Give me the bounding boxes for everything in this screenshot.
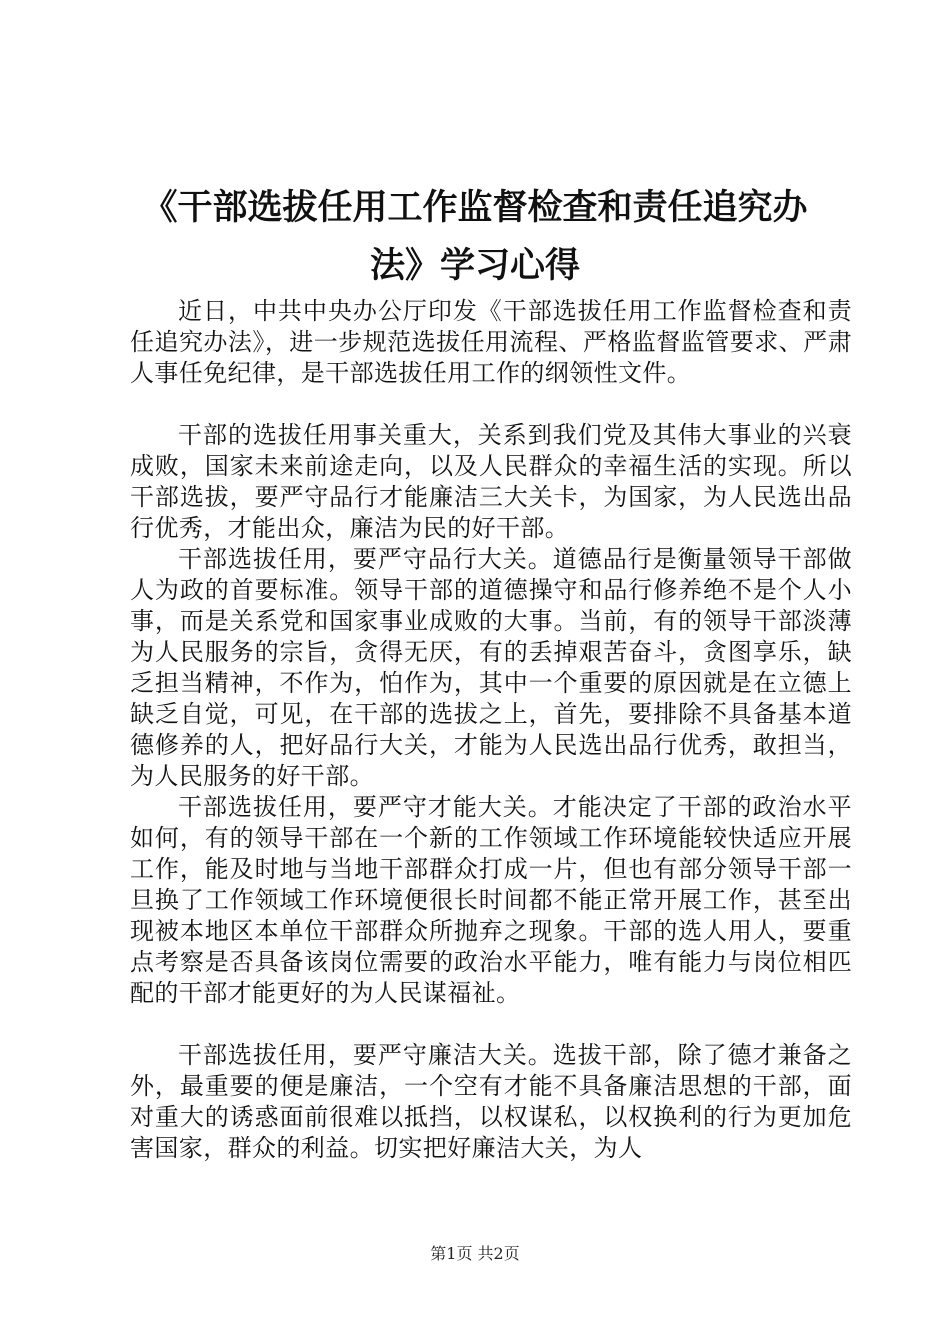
document-body [130, 296, 852, 1164]
paragraph-importance: 干部的选拔任用事关重大，关系到我们党及其伟大事业的兴衰成败，国家未来前途走向，以及人民群众的幸福生活的实现。所以干部选拔，要严守品行才能廉洁三大关卡，为国家，为人民选出品行优秀，才能出众，廉洁为民的好干部。 [130, 421, 852, 542]
paragraph-integrity: 干部选拔任用，要严守廉洁大关。选拔干部，除了德才兼备之外，最重要的便是廉洁，一个空有才能不具备廉洁思想的干部，面对重大的诱惑面前很难以抵挡，以权谋私，以权换利的行为更加危害国家，群众的利益。切实把好廉洁大关，为人 [130, 1041, 852, 1162]
paragraph-intro: 近日，中共中央办公厅印发《干部选拔任用工作监督检查和责任追究办法》，进一步规范选拔任用流程、严格监督监管要求、严肃人事任免纪律，是干部选拔任用工作的纲领性文件。 [130, 297, 852, 387]
page-number-footer: 第1页 共2页 [430, 1244, 520, 1263]
paragraph-spacer [130, 389, 852, 420]
paragraph-character: 干部选拔任用，要严守品行大关。道德品行是衡量领导干部做人为政的首要标准。领导干部的道德操守和品行修养绝不是个人小事，而是关系党和国家事业成败的大事。当前，有的领导干部淡薄为人民服务的宗旨，贪得无厌，有的丢掉艰苦奋斗，贪图享乐，缺乏担当精神，不作为，怕作为，其中一个重要的原因就是在立德上缺乏自觉，可见，在干部的选拔之上，首先，要排除不具备基本道德修养的人，把好品行大关，才能为人民选出品行优秀，敢担当，为人民服务的好干部。 [130, 545, 852, 790]
document-title-line-2: 法》学习心得 [369, 246, 580, 286]
document-title-line-1: 《干部选拔任用工作监督检查和责任追究办 [142, 188, 808, 228]
paragraph-spacer [130, 1009, 852, 1040]
paragraph-ability: 干部选拔任用，要严守才能大关。才能决定了干部的政治水平如何，有的领导干部在一个新的工作领域工作环境能较快适应开展工作，能及时地与当地干部群众打成一片，但也有部分领导干部一旦换了工作领域工作环境便很长时间都不能正常开展工作，甚至出现被本地区本单位干部群众所抛弃之现象。干部的选人用人，要重点考察是否具备该岗位需要的政治水平能力，唯有能力与岗位相匹配的干部才能更好的为人民谋福祉。 [130, 793, 852, 1007]
